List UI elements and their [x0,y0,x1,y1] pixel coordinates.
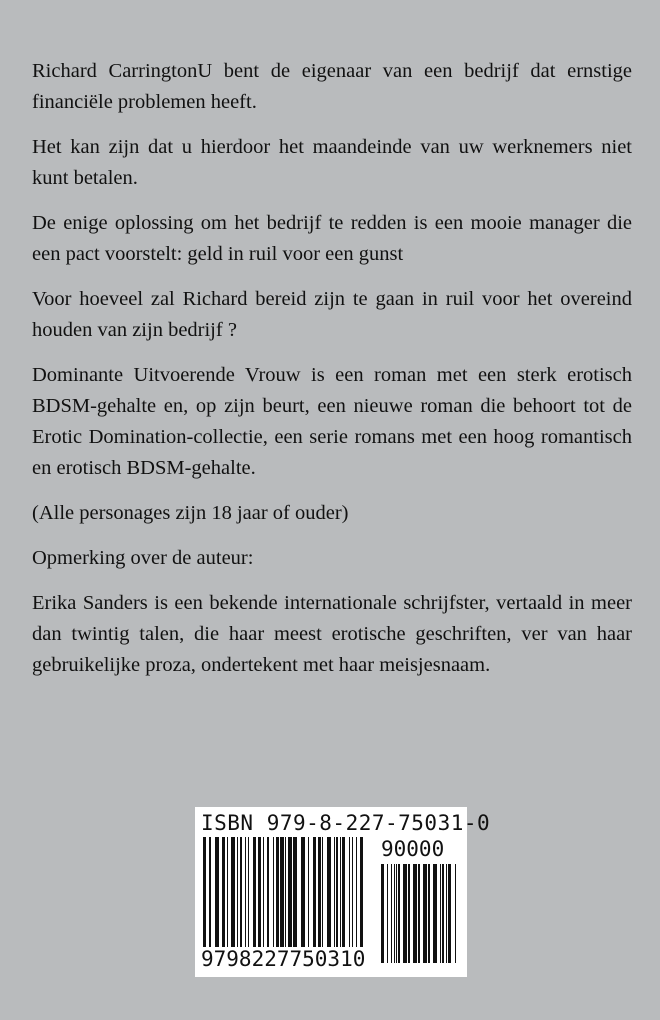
barcode-bar [253,837,256,947]
barcode-bar [222,837,225,947]
barcode-bar [360,837,363,947]
isbn-label: ISBN 979-8-227-75031-0 [201,811,491,835]
barcode-bar [423,864,427,963]
barcode-bar [342,837,345,947]
blurb-paragraph-2: Het kan zijn dat u hierdoor het maandeinde van uw werknemers niet kunt betalen. [32,136,632,189]
barcode-bar [428,864,430,963]
barcode-bar [267,837,269,947]
barcode-bar [245,837,246,947]
barcode-bar [334,837,335,947]
barcode-bar [398,864,400,963]
age-disclaimer: (Alle personages zijn 18 jaar of ouder) [32,502,349,524]
barcode-bar [327,837,331,947]
blurb-paragraph-1: Richard CarringtonU bent de eigenaar van een bedrijf dat ernstige financiële problemen heeft. [32,60,632,113]
barcode-bar [418,864,420,963]
barcode-bar [285,837,286,947]
barcode-bar [322,837,323,947]
author-note-heading: Opmerking over de auteur: [32,547,254,569]
isbn-barcode [195,807,491,977]
barcode-bar [356,837,357,947]
barcode-bar [413,864,417,963]
barcode-bar [203,837,206,947]
back-cover-text [32,56,632,695]
barcode-bar [293,837,297,947]
barcode-bar [340,837,341,947]
barcode-bar [227,837,228,947]
barcode-bar [209,837,211,947]
barcode-bar [391,864,392,963]
barcode-bar [336,837,338,947]
barcode-bar [258,837,261,947]
barcode-bar [349,837,350,947]
barcode-bar [273,837,274,947]
barcode-bar [448,864,451,963]
blurb-paragraph-4: Voor hoeveel zal Richard bereid zijn te gaan in ruil voor het overeind houden van zijn bedrijf ? [32,288,632,341]
ean-digits: 9798227750310 [201,947,366,971]
barcode-bar [387,864,388,963]
barcode-bar [381,864,384,963]
barcode-bar [318,837,321,947]
barcode-bar [276,837,279,947]
barcode-bar [240,837,242,947]
barcode-bar [280,837,284,947]
barcode-bar [403,864,407,963]
author-note: Erika Sanders is een bekende internationale schrijfster, vertaald in meer dan twintig talen, die haar meest erotische geschriften, ver van haar gebruikelijke proza, ondertekent met haar meisjesnaam. [32,592,632,676]
barcode-bar [455,864,456,963]
barcode-bar [215,837,219,947]
blurb-paragraph-5: Dominante Uitvoerende Vrouw is een roman met een sterk erotisch BDSM-gehalte en, op zijn beurt, een nieuwe roman die behoort tot de Erotic Domination-collectie, een serie romans met een hoog romantisch en erotisch BDSM-gehalte. [32,364,632,479]
barcode-bar [396,864,397,963]
barcode-bar [446,864,447,963]
barcode-bar [231,837,235,947]
barcode-bar [248,837,249,947]
barcode-bar [263,837,264,947]
barcode-bar [237,837,238,947]
barcode-bar [313,837,316,947]
price-code: 90000 [381,837,445,861]
barcode-bar [394,864,395,963]
barcode-bar [408,864,410,963]
barcode-bar [301,837,305,947]
barcode-bar [352,837,353,947]
barcode-bar [308,837,309,947]
barcode-bar [288,837,292,947]
blurb-paragraph-3: De enige oplossing om het bedrijf te redden is een mooie manager die een pact voorstelt: geld in ruil voor een gunst [32,212,632,265]
barcode-bar [440,864,441,963]
barcode-bar [433,864,437,963]
barcode-bar [442,864,444,963]
